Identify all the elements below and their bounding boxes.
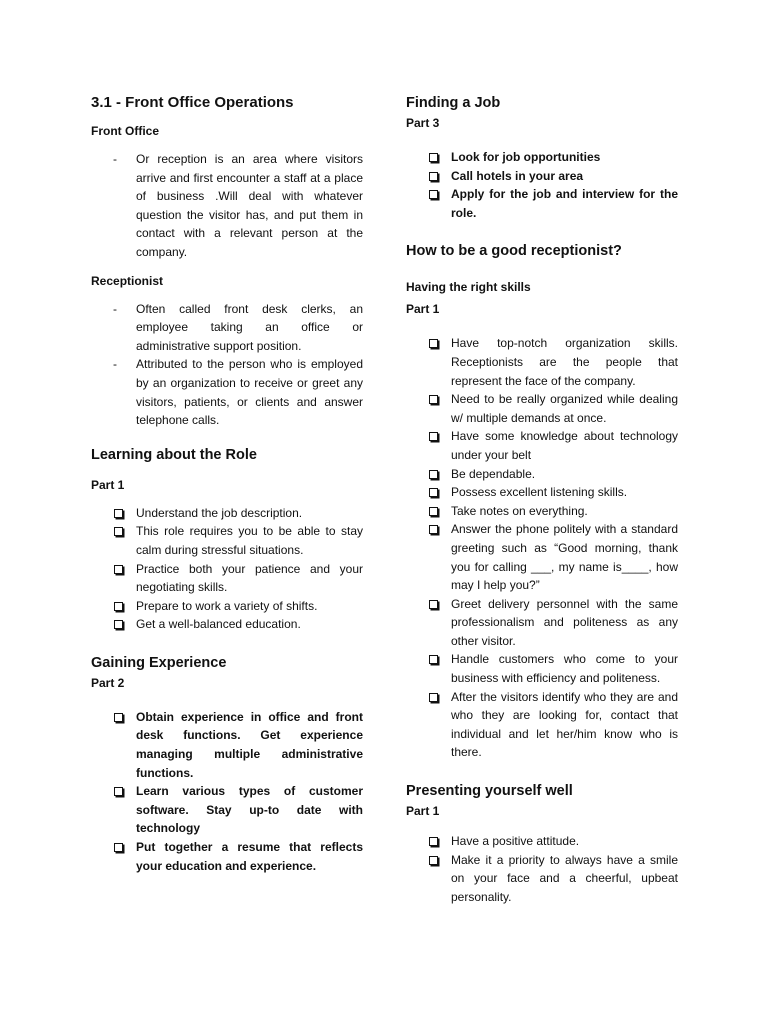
checkbox-bullet-icon: [114, 787, 123, 796]
checkbox-bullet-icon: [429, 600, 438, 609]
finding-list: [406, 148, 678, 222]
checkbox-bullet-icon: [429, 395, 438, 404]
checkbox-bullet-icon: [429, 488, 438, 497]
list-item: Understand the job description.: [91, 504, 363, 523]
finding-heading: Finding a Job: [406, 95, 501, 111]
checkbox-bullet-icon: [114, 527, 123, 536]
checkbox-bullet-icon: [429, 172, 438, 181]
list-item: Be dependable.: [406, 465, 678, 484]
checkbox-bullet-icon: [429, 525, 438, 534]
list-item: - Or reception is an area where visitors arrive and first encounter a staff at a place of business .Will deal with whatever question the visitor has, and put them in contact with a relevant person at the company.: [113, 152, 363, 259]
checkbox-bullet-icon: [429, 470, 438, 479]
page-title: 3.1 - Front Office Operations: [91, 94, 294, 111]
checkbox-bullet-icon: [429, 432, 438, 441]
presenting-list: [406, 832, 678, 906]
list-item: After the visitors identify who they are and who they are looking for, contact that individual and let her/him know who is there.: [406, 688, 678, 762]
gaining-heading: Gaining Experience: [91, 654, 227, 671]
list-item: Get a well-balanced education.: [91, 615, 363, 634]
list-item: Handle customers who come to your business with efficiency and politeness.: [406, 650, 678, 687]
list-item: This role requires you to be able to stay calm during stressful situations.: [91, 522, 363, 559]
checkbox-bullet-icon: [114, 620, 123, 629]
gaining-part: Part 2: [91, 675, 125, 690]
checkbox-bullet-icon: [429, 655, 438, 664]
checkbox-bullet-icon: [429, 153, 438, 162]
checkbox-bullet-icon: [429, 856, 438, 865]
receptionist-heading: Receptionist: [91, 273, 164, 288]
receptionist-list: [91, 300, 363, 430]
learning-heading: Learning about the Role: [91, 446, 257, 463]
gaining-list: [91, 708, 363, 875]
list-item: Take notes on everything.: [406, 502, 678, 521]
list-item: Look for job opportunities: [406, 148, 678, 167]
list-item: Answer the phone politely with a standard greeting such as “Good morning, thank you for calling ___, my name is____, how may I help you?”: [406, 520, 678, 594]
checkbox-bullet-icon: [429, 190, 438, 199]
dash-bullet: -: [113, 301, 117, 316]
presenting-heading: Presenting yourself well: [406, 783, 573, 800]
list-item: Practice both your patience and your negotiating skills.: [91, 560, 363, 597]
list-item: Put together a resume that reflects your education and experience.: [91, 838, 363, 875]
right-column: [406, 92, 678, 906]
front-office-heading: Front Office: [91, 124, 159, 138]
good-receptionist-heading: How to be a good receptionist?: [406, 243, 622, 260]
list-item: - Often called front desk clerks, an employee taking an office or administrative support position.: [113, 301, 363, 353]
front-office-list: [91, 150, 363, 262]
list-item: Prepare to work a variety of shifts.: [91, 597, 363, 616]
right-skills-subheading: Having the right skills: [406, 280, 531, 295]
dash-bullet: -: [113, 357, 117, 372]
left-column: [91, 92, 363, 875]
list-item: Learn various types of customer software. Stay up-to date with technology: [91, 782, 363, 838]
list-item: Have top-notch organization skills. Receptionists are the people that represent the face of the company.: [406, 334, 678, 390]
list-item: Possess excellent listening skills.: [406, 483, 678, 502]
list-item: Have a positive attitude.: [406, 832, 678, 851]
checkbox-bullet-icon: [114, 565, 123, 574]
list-item: Call hotels in your area: [406, 167, 678, 186]
checkbox-bullet-icon: [114, 713, 123, 722]
list-item: - Attributed to the person who is employed by an organization to receive or greet any visitors, patients, or clients and answer telephone calls.: [113, 357, 363, 428]
good-part: Part 1: [406, 302, 440, 317]
learning-part: Part 1: [91, 477, 125, 492]
list-item: Greet delivery personnel with the same professionalism and politeness as any other visitor.: [406, 595, 678, 651]
finding-part: Part 3: [406, 116, 440, 130]
list-item: Apply for the job and interview for the role.: [406, 185, 678, 222]
checkbox-bullet-icon: [429, 507, 438, 516]
list-item: Obtain experience in office and front desk functions. Get experience managing multiple administrative functions.: [91, 708, 363, 782]
checkbox-bullet-icon: [429, 837, 438, 846]
checkbox-bullet-icon: [429, 693, 438, 702]
presenting-part: Part 1: [406, 804, 440, 819]
list-item: Need to be really organized while dealing w/ multiple demands at once.: [406, 390, 678, 427]
list-item: Make it a priority to always have a smile on your face and a cheerful, upbeat personality.: [406, 851, 678, 907]
learning-list: [91, 504, 363, 634]
dash-bullet: -: [113, 152, 117, 166]
checkbox-bullet-icon: [429, 339, 438, 348]
checkbox-bullet-icon: [114, 509, 123, 518]
checkbox-bullet-icon: [114, 843, 123, 852]
good-receptionist-list: [406, 334, 678, 762]
checkbox-bullet-icon: [114, 602, 123, 611]
list-item: Have some knowledge about technology under your belt: [406, 427, 678, 464]
